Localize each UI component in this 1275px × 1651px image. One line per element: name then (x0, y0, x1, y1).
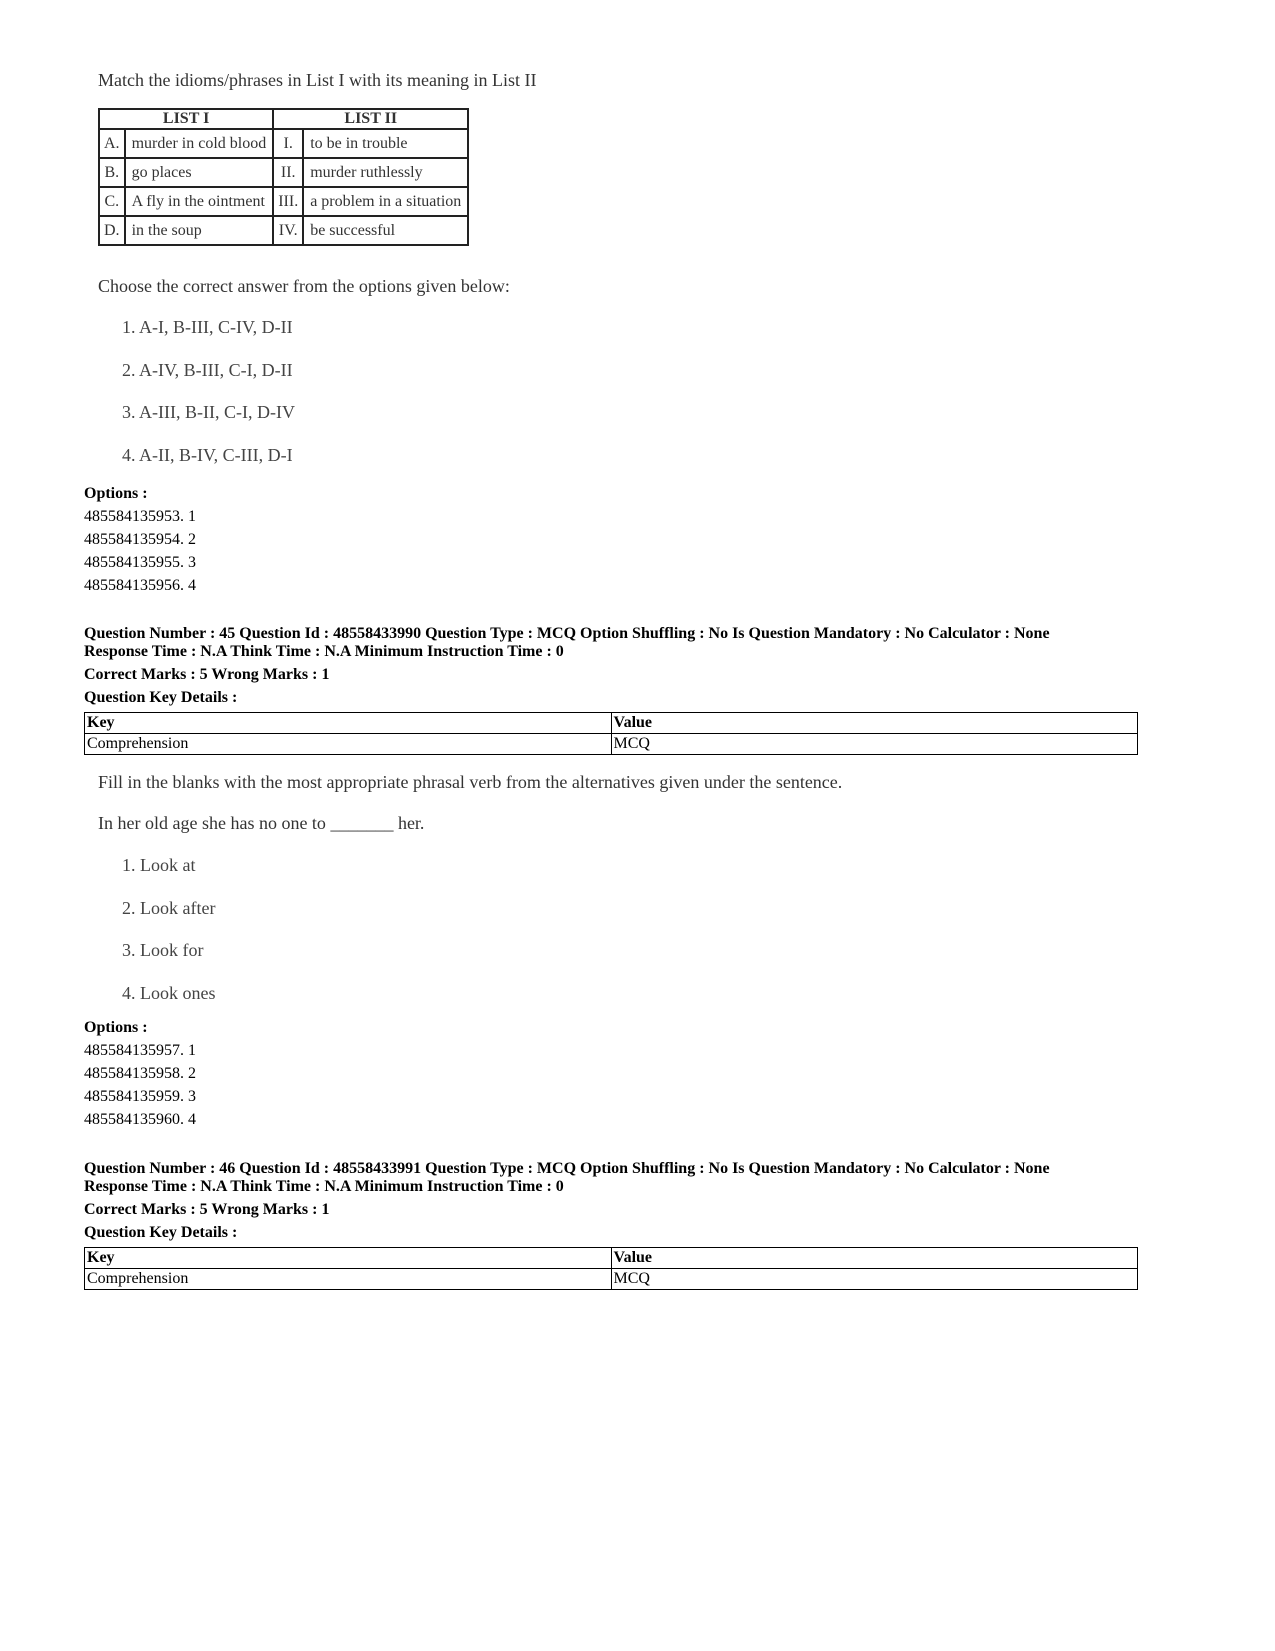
value-cell: MCQ (611, 1269, 1138, 1290)
list-1-item: murder in cold blood (125, 129, 274, 158)
marks-line: Correct Marks : 5 Wrong Marks : 1 (84, 1201, 330, 1218)
key-header: Key (85, 713, 612, 734)
q45-key-table (84, 712, 1138, 755)
q45-sentence (98, 813, 424, 834)
value-header: Value (611, 1248, 1138, 1269)
key-details-heading: Question Key Details : (84, 1224, 238, 1241)
q44-instruction: Match the idioms/phrases in List I with its meaning in List II (98, 70, 537, 90)
list-1-letter: B. (99, 158, 125, 187)
list-1-letter: D. (99, 216, 125, 245)
option-item: 485584135958. 2 (84, 1065, 196, 1082)
list-1-header: LIST I (99, 109, 273, 129)
q44-choice-list (122, 317, 295, 487)
question-45-content (84, 772, 1184, 1012)
table-row (99, 216, 468, 245)
list-1-letter: A. (99, 129, 125, 158)
q45-instruction: Fill in the blanks with the most appropriate phrasal verb from the alternatives given under the sentence. (98, 772, 843, 792)
list-2-item: a problem in a situation (303, 187, 468, 216)
question-meta-line: Question Number : 46 Question Id : 48558433991 Question Type : MCQ Option Shuffling : No Is Question Mandatory : No Calculator : None (84, 1160, 1050, 1177)
key-cell: Comprehension (85, 734, 612, 755)
list-2-numeral: I. (273, 129, 303, 158)
choice-item: 3. Look for (122, 940, 204, 960)
q46-key-table (84, 1247, 1138, 1290)
choice-item: 2. A-IV, B-III, C-I, D-II (122, 359, 293, 380)
q45-choice-list (122, 855, 216, 1025)
list-2-numeral: IV. (273, 216, 303, 245)
key-details-heading: Question Key Details : (84, 689, 238, 706)
choice-item: 1. A-I, B-III, C-IV, D-II (122, 317, 293, 337)
list-2-numeral: II. (273, 158, 303, 187)
table-row (99, 158, 468, 187)
option-item: 485584135957. 1 (84, 1042, 196, 1059)
marks-line: Correct Marks : 5 Wrong Marks : 1 (84, 666, 330, 683)
option-item: 485584135959. 3 (84, 1088, 196, 1105)
list-1-item: go places (125, 158, 274, 187)
list-1-letter: C. (99, 187, 125, 216)
q46-meta (84, 1160, 1184, 1244)
choice-item: 3. A-III, B-II, C-I, D-IV (122, 402, 295, 422)
choice-item: 1. Look at (122, 855, 196, 875)
option-item: 485584135953. 1 (84, 508, 196, 525)
option-item: 485584135955. 3 (84, 554, 196, 571)
option-item: 485584135960. 4 (84, 1111, 196, 1128)
table-row (99, 187, 468, 216)
sentence-before: In her old age she has no one to (98, 813, 326, 833)
option-item: 485584135954. 2 (84, 531, 196, 548)
question-meta-line: Response Time : N.A Think Time : N.A Minimum Instruction Time : 0 (84, 1178, 564, 1195)
match-table-header (99, 109, 468, 129)
question-meta-line: Response Time : N.A Think Time : N.A Minimum Instruction Time : 0 (84, 643, 564, 660)
table-row (85, 1269, 1138, 1290)
choice-item: 2. Look after (122, 897, 216, 918)
choice-item: 4. A-II, B-IV, C-III, D-I (122, 444, 293, 465)
list-2-item: be successful (303, 216, 468, 245)
value-header: Value (611, 713, 1138, 734)
question-44-content (84, 70, 1184, 470)
key-table-header (85, 713, 1138, 734)
option-item: 485584135956. 4 (84, 577, 196, 594)
list-2-numeral: III. (273, 187, 303, 216)
table-row (85, 734, 1138, 755)
options-heading: Options : (84, 1019, 148, 1036)
key-table-header (85, 1248, 1138, 1269)
list-2-item: murder ruthlessly (303, 158, 468, 187)
q44-options (84, 482, 196, 597)
q44-prompt: Choose the correct answer from the options given below: (98, 276, 510, 296)
sentence-after: her. (397, 813, 425, 833)
match-table (98, 108, 469, 246)
question-meta-line: Question Number : 45 Question Id : 48558433990 Question Type : MCQ Option Shuffling : No Is Question Mandatory : No Calculator : None (84, 625, 1050, 642)
list-1-item: in the soup (125, 216, 274, 245)
table-row (99, 129, 468, 158)
key-header: Key (85, 1248, 612, 1269)
q45-options (84, 1016, 196, 1131)
value-cell: MCQ (611, 734, 1138, 755)
q45-meta (84, 625, 1184, 709)
blank: _______ (330, 813, 394, 833)
list-2-header: LIST II (273, 109, 468, 129)
choice-item: 4. Look ones (122, 982, 216, 1003)
list-2-item: to be in trouble (303, 129, 468, 158)
options-heading: Options : (84, 485, 148, 502)
list-1-item: A fly in the ointment (125, 187, 274, 216)
key-cell: Comprehension (85, 1269, 612, 1290)
